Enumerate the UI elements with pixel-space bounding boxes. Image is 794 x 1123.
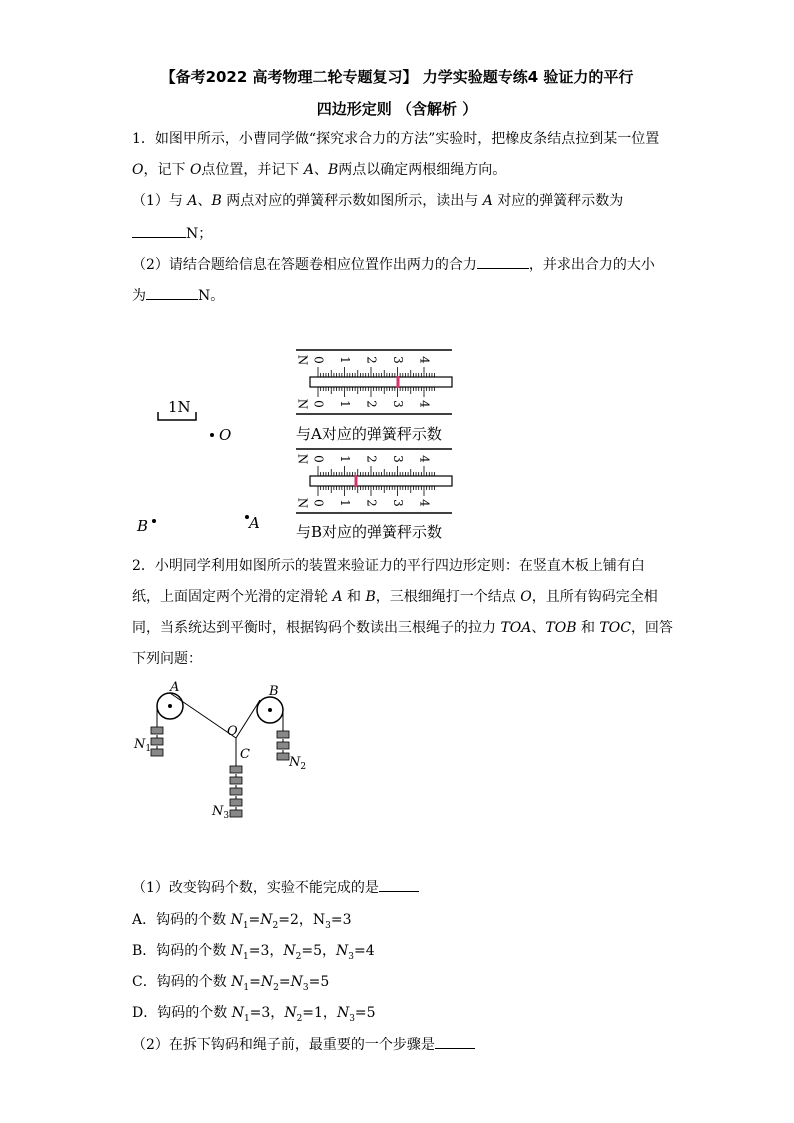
tick-label-bottom: 1	[338, 400, 352, 408]
tick-label-top: 0	[311, 455, 326, 463]
text: 两点以确定两根细绳方向。	[338, 162, 507, 178]
label-n1: $N_1$	[134, 737, 152, 754]
weights-n1	[151, 724, 163, 756]
scale-slot	[310, 476, 452, 486]
q2-figure	[130, 678, 320, 838]
q1-stem-line2	[132, 160, 506, 180]
q1-part1-answer	[132, 223, 212, 244]
tick-label-bottom: 3	[391, 499, 405, 507]
text: 、	[197, 193, 212, 209]
tick-label-bottom: 0	[311, 499, 326, 507]
q1-part2-cont	[132, 285, 224, 306]
text: C．钩码的个数	[132, 974, 232, 990]
answer-blank[interactable]	[477, 254, 529, 269]
var-n: N	[230, 943, 243, 959]
caption-b: 与B对应的弹簧秤示数	[296, 523, 443, 541]
var-n: N	[260, 974, 274, 990]
label-n3: $N_3$	[212, 804, 230, 821]
text: =3，	[249, 1005, 285, 1021]
text: =3，	[248, 943, 284, 959]
spring-scale-a	[296, 350, 453, 414]
text: =	[249, 974, 261, 990]
tick-label-bottom: 0	[311, 400, 326, 408]
weight	[230, 810, 242, 817]
tick-label-top: 1	[338, 356, 352, 364]
tick-label-bottom: 2	[364, 499, 379, 507]
text: 同，当系统达到平衡时，根据钩码个数读出三根绳子的拉力	[132, 620, 501, 636]
point-a-label: A	[249, 514, 260, 532]
text: 对应的弹簧秤示数为	[492, 193, 624, 209]
scale-pointer	[397, 376, 400, 388]
spring-scale-b	[296, 449, 453, 513]
var-o: O	[132, 162, 144, 178]
var-n: N	[290, 974, 303, 990]
var-toc: TOC	[599, 620, 631, 636]
tick-label-bottom: 1	[338, 499, 352, 507]
sub: 2	[296, 1013, 303, 1024]
tick-label-top: 4	[417, 455, 432, 463]
sub: 2	[273, 982, 279, 993]
sub: 2	[295, 951, 302, 962]
var-a: A	[482, 193, 493, 209]
text: N；	[186, 226, 213, 242]
text: 、	[314, 162, 328, 178]
answer-blank[interactable]	[379, 877, 419, 892]
label-n2: $N_2$	[289, 755, 307, 772]
text: 和	[342, 589, 366, 605]
var-n: N	[230, 912, 243, 928]
var-n: N	[284, 1005, 297, 1021]
sub: 1	[242, 920, 249, 931]
weights-n2	[277, 728, 289, 760]
q2-part1	[132, 877, 419, 898]
unit-label-top: N	[295, 453, 310, 465]
q2-option-b[interactable]	[132, 941, 375, 967]
tick-label-bottom: 4	[417, 499, 432, 507]
tick-label-top: 0	[311, 356, 326, 364]
text: =5	[308, 974, 330, 990]
sub: 2	[272, 920, 279, 931]
q2-option-c[interactable]	[132, 972, 329, 998]
scale-label: 1N	[168, 398, 191, 416]
var-n: N	[336, 943, 349, 959]
page-title: 【备考2022 高考物理二轮专题复习】 力学实验题专练4 验证力的平行	[160, 68, 634, 86]
tick-label-top: 1	[338, 455, 352, 463]
var-a: A	[332, 589, 343, 605]
weight	[151, 727, 163, 734]
text: N。	[198, 288, 225, 304]
var-n: N	[231, 1005, 244, 1021]
var-tob: TOB	[545, 620, 577, 636]
text: =2，N	[278, 912, 326, 928]
var-n: N	[336, 1005, 350, 1021]
tick-label-bottom: 2	[364, 400, 379, 408]
q2-stem-line3	[132, 618, 673, 638]
q1-part2	[132, 254, 655, 275]
q2-part2	[132, 1034, 475, 1055]
q2-stem-line4: 下列问题：	[132, 651, 202, 667]
sub: 1	[243, 982, 250, 993]
unit-label-bottom: N	[295, 398, 310, 410]
text: =	[278, 974, 291, 990]
label-c: C	[240, 747, 250, 762]
text: 纸，上面固定两个光滑的定滑轮	[132, 589, 333, 605]
text: 、	[531, 620, 546, 636]
tick-label-bottom: 4	[417, 400, 432, 408]
weight	[277, 753, 289, 760]
weight	[277, 742, 289, 749]
text: 为	[132, 288, 146, 304]
q1-part1	[132, 191, 623, 211]
weight	[151, 738, 163, 745]
var-o: O	[189, 162, 202, 178]
tick-label-top: 4	[417, 356, 432, 364]
text: =	[248, 912, 261, 928]
weight	[230, 788, 242, 795]
weight	[230, 799, 242, 806]
label-b: B	[269, 684, 279, 699]
text: （2）请结合题给信息在答题卷相应位置作出两力的合力	[132, 257, 477, 273]
tick-label-top: 2	[364, 455, 379, 463]
var-a: A	[187, 193, 198, 209]
point-b-label: B	[137, 517, 149, 535]
page-title-line2: 四边形定则 （含解析 ）	[316, 100, 478, 118]
var-a: A	[303, 162, 314, 178]
answer-blank[interactable]	[435, 1034, 475, 1049]
scale-pointer	[355, 475, 358, 487]
text: =1，	[302, 1005, 337, 1021]
rope-ob	[236, 700, 260, 738]
sub: 3	[325, 920, 331, 931]
var-n: N	[283, 943, 296, 959]
caption-a: 与A对应的弹簧秤示数	[296, 425, 442, 443]
text: （1）改变钩码个数，实验不能完成的是	[132, 880, 379, 896]
answer-blank[interactable]	[146, 285, 198, 300]
sub: 3	[348, 951, 354, 962]
var-n: N	[260, 912, 273, 928]
label-o: O	[227, 724, 238, 739]
text: ，且所有钩码完全相	[531, 589, 658, 605]
text: ，三根细绳打一个结点	[375, 589, 521, 605]
weight	[151, 749, 163, 756]
tick-label-top: 2	[364, 356, 379, 364]
var-o: O	[520, 589, 532, 605]
var-b: B	[328, 162, 339, 178]
unit-label-bottom: N	[295, 497, 310, 509]
q2-stem-line2	[132, 587, 658, 607]
text: =3	[330, 912, 352, 928]
point-o-dot	[210, 433, 214, 437]
text: ，记下	[143, 162, 190, 178]
text: =5	[354, 1005, 376, 1021]
unit-label-top: N	[295, 354, 310, 366]
point-b-dot	[152, 519, 156, 523]
tick-label-top: 3	[391, 356, 405, 364]
text: ，回答	[630, 620, 673, 636]
weight	[277, 731, 289, 738]
text: =5，	[301, 943, 336, 959]
sub: 1	[243, 951, 249, 962]
q1-stem-line1: 1．如图甲所示，小曹同学做“探究求合力的方法”实验时，把橡皮条结点拉到某一位置	[132, 131, 660, 147]
text: =4	[353, 943, 375, 959]
text: 点位置，并记下	[201, 162, 304, 178]
weight	[230, 766, 242, 773]
scale-slot	[310, 377, 452, 387]
tick-label-bottom: 3	[391, 400, 405, 408]
var-b: B	[211, 193, 222, 209]
text: 两点对应的弹簧秤示数如图所示，读出与	[221, 193, 483, 209]
text: ，并求出合力的大小	[528, 257, 655, 273]
answer-blank[interactable]	[132, 223, 186, 238]
point-o-label: O	[219, 426, 232, 444]
q1-figure	[130, 345, 480, 545]
label-a: A	[170, 680, 180, 695]
pulley-b-axle	[268, 708, 272, 712]
pulley-a-axle	[168, 704, 172, 708]
q2-option-d[interactable]	[132, 1003, 376, 1029]
sub: 3	[349, 1013, 355, 1024]
var-b: B	[365, 589, 376, 605]
q2-option-a[interactable]	[132, 910, 352, 936]
sub: 1	[243, 1013, 250, 1024]
text: （1）与	[132, 193, 188, 209]
text: （2）在拆下钩码和绳子前，最重要的一个步骤是	[132, 1037, 435, 1053]
sub: 3	[302, 982, 309, 993]
weights-n3	[230, 763, 242, 817]
var-n: N	[231, 974, 244, 990]
var-toa: TOA	[500, 620, 532, 636]
q2-stem-line1: 2．小明同学利用如图所示的装置来验证力的平行四边形定则：在竖直木板上铺有白	[132, 558, 645, 574]
text: 和	[576, 620, 600, 636]
weight	[230, 777, 242, 784]
text: D．钩码的个数	[132, 1005, 232, 1021]
text: B．钩码的个数	[132, 943, 231, 959]
text: A．钩码的个数	[132, 912, 231, 928]
tick-label-top: 3	[391, 455, 405, 463]
